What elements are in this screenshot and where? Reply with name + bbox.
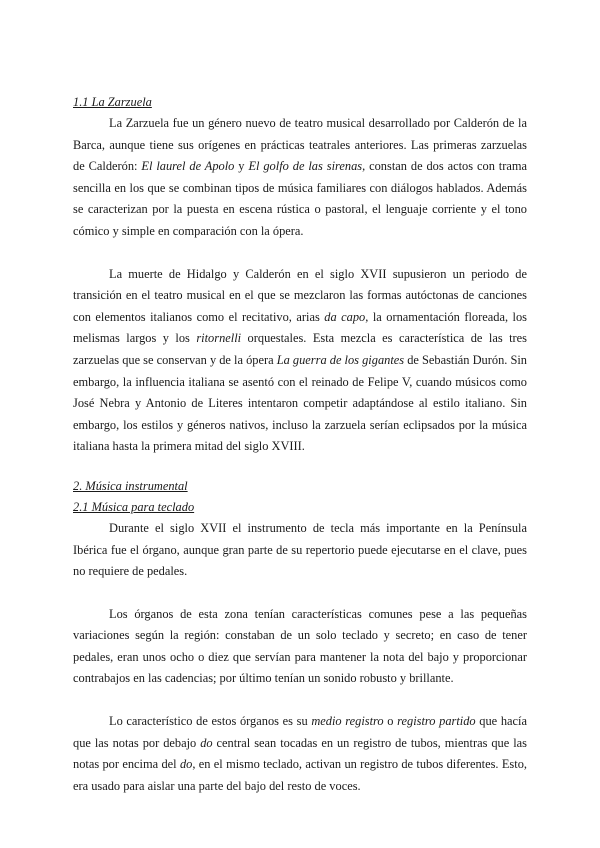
italic-term: ritornelli: [196, 331, 242, 346]
work-title: El laurel de Apolo: [141, 159, 235, 174]
paragraph-zarzuela-transition: La muerte de Hidalgo y Calderón en el siglo XVII supusieron un periodo de transición en el teatro musical en el que se mezclaron las formas autóctonas de canciones con elementos italianos como el recitativo, arias da capo, la ornamentación floreada, los melismas largos y los ritornelli orquestales. Esta mezcla es característica de las tres zarzuelas que se conservan y de la ópera La guerra de los gigantes de Sebastián Durón. Sin embargo, la influencia italiana se asentó con el reinado de Felipe V, cuando músicos como José Nebra y Antonio de Literes intentaron competir adaptándose al estilo italiano. Sin embargo, los estilos y géneros nativos, incluso la zarzuela serían eclipsados por la música italiana hasta la primera mitad del siglo XVIII.: [73, 266, 528, 454]
paragraph-teclado-registro: Lo característico de estos órganos es su medio registro o registro partido que hacía que las notas por debajo do central sean tocadas en un registro de tubos, mientras que las notas por encima del do, en el mismo teclado, activan un registro de tubos diferentes. Esto, era usado para aislar una parte del bajo del resto de voces.: [73, 714, 527, 793]
paragraph-teclado-organo: Durante el siglo XVII el instrumento de tecla más importante en la Península Ibérica fue el órgano, aunque gran parte de su repertorio puede ejecutarse en el clave, pues no requiere de pedales.: [73, 520, 527, 579]
italic-term: medio registro: [311, 714, 384, 729]
section-heading-teclado: 2.1 Música para teclado: [73, 499, 195, 514]
section-heading-instrumental: 2. Música instrumental: [73, 478, 188, 493]
italic-term: registro partido: [397, 714, 476, 729]
paragraph-teclado-caracteristicas: Los órganos de esta zona tenían características comunes pese a las pequeñas variaciones según la región: constaban de un solo teclado y secreto; en caso de tener pedales, eran unos ocho o diez que servían para mantener la nota del bajo y proporcionar contrabajos en las cadencias; por último tenían un sonido robusto y brillante.: [73, 606, 527, 686]
italic-term: da capo: [324, 309, 366, 324]
italic-term: do: [200, 735, 213, 750]
work-title: La guerra de los gigantes: [276, 352, 405, 367]
work-title: El golfo de las sirenas,: [248, 159, 366, 174]
section-heading-zarzuela: 1.1 La Zarzuela: [73, 95, 152, 109]
italic-term: do: [179, 757, 193, 772]
paragraph-zarzuela-intro: La Zarzuela fue un género nuevo de teatro musical desarrollado por Calderón de la Barca, aunque tiene sus orígenes en prácticas teatrales anteriores. Las primeras zarzuelas de Calderón: El laurel de Apolo y El golfo de las sirenas, constan de dos actos con trama sencilla en los que se combinan tipos de música familiares con diálogos hablados. Además se caracterizan por la puesta en escena rústica o pastoral, el lenguaje corriente y el tono cómico y simple en comparación con la ópera.: [73, 116, 528, 238]
